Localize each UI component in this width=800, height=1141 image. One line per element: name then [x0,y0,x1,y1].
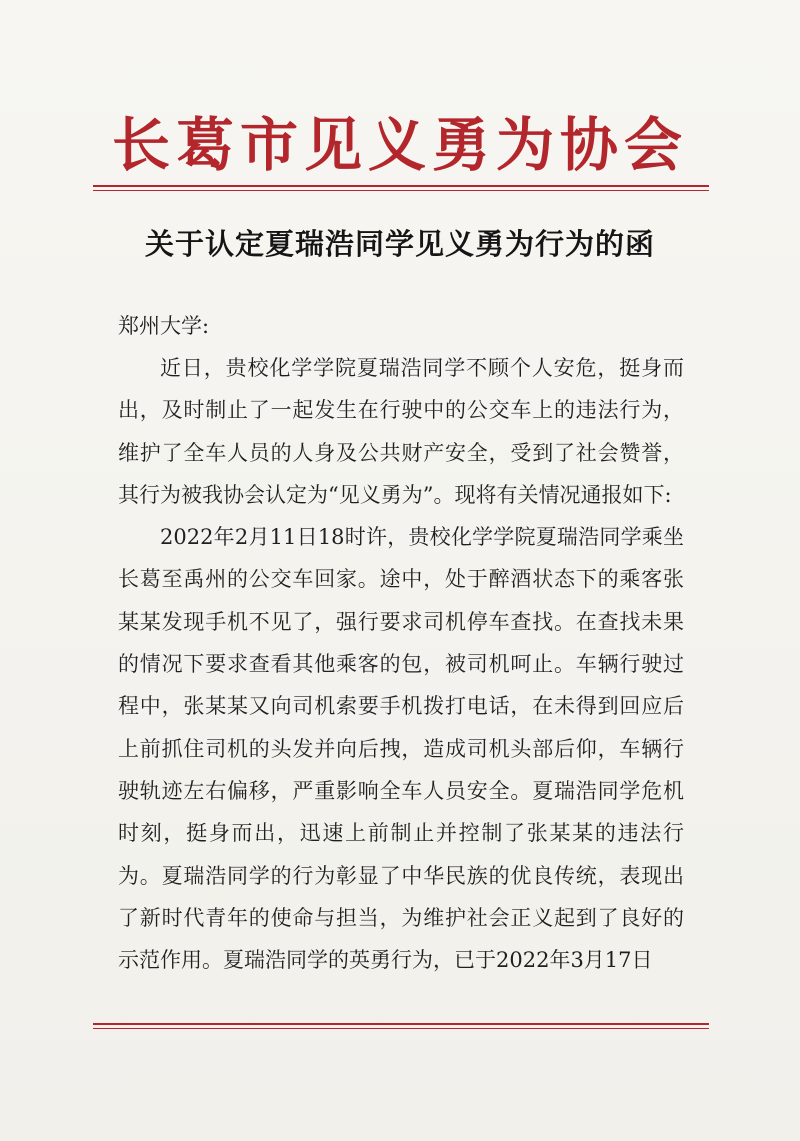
body-paragraph-1: 近日，贵校化学学院夏瑞浩同学不顾个人安危，挺身而出，及时制止了一起发生在行驶中的公交车上的违法行为，维护了全车人员的人身及公共财产安全，受到了社会赞誉，其行为被我协会认定为“见义勇为”。现将有关情况通报如下: [118,356,684,507]
addressee: 郑州大学: [118,314,210,338]
document-body [118,347,684,981]
body-paragraph-2: 2022年2月11日18时许，贵校化学学院夏瑞浩同学乘坐长葛至禹州的公交车回家。途中，处于醉酒状态下的乘客张某某发现手机不见了，强行要求司机停车查找。在查找未果的情况下要求查看其他乘客的包，被司机呵止。车辆行驶过程中，张某某又向司机索要手机拨打电话，在未得到回应后上前抓住司机的头发并向后拽，造成司机头部后仰，车辆行驶轨迹左右偏移，严重影响全车人员安全。夏瑞浩同学危机时刻，挺身而出，迅速上前制止并控制了张某某的违法行为。夏瑞浩同学的行为彰显了中华民族的优良传统，表现出了新时代青年的使命与担当，为维护社会正义起到了良好的示范作用。夏瑞浩同学的英勇行为，已于2022年3月17日 [118,525,684,973]
document-title: 关于认定夏瑞浩同学见义勇为行为的函 [144,227,655,261]
letterhead-organization: 长葛市见义勇为协会 [111,111,688,179]
letterhead-red-rule [93,185,709,191]
footer-red-rule [93,1023,709,1029]
